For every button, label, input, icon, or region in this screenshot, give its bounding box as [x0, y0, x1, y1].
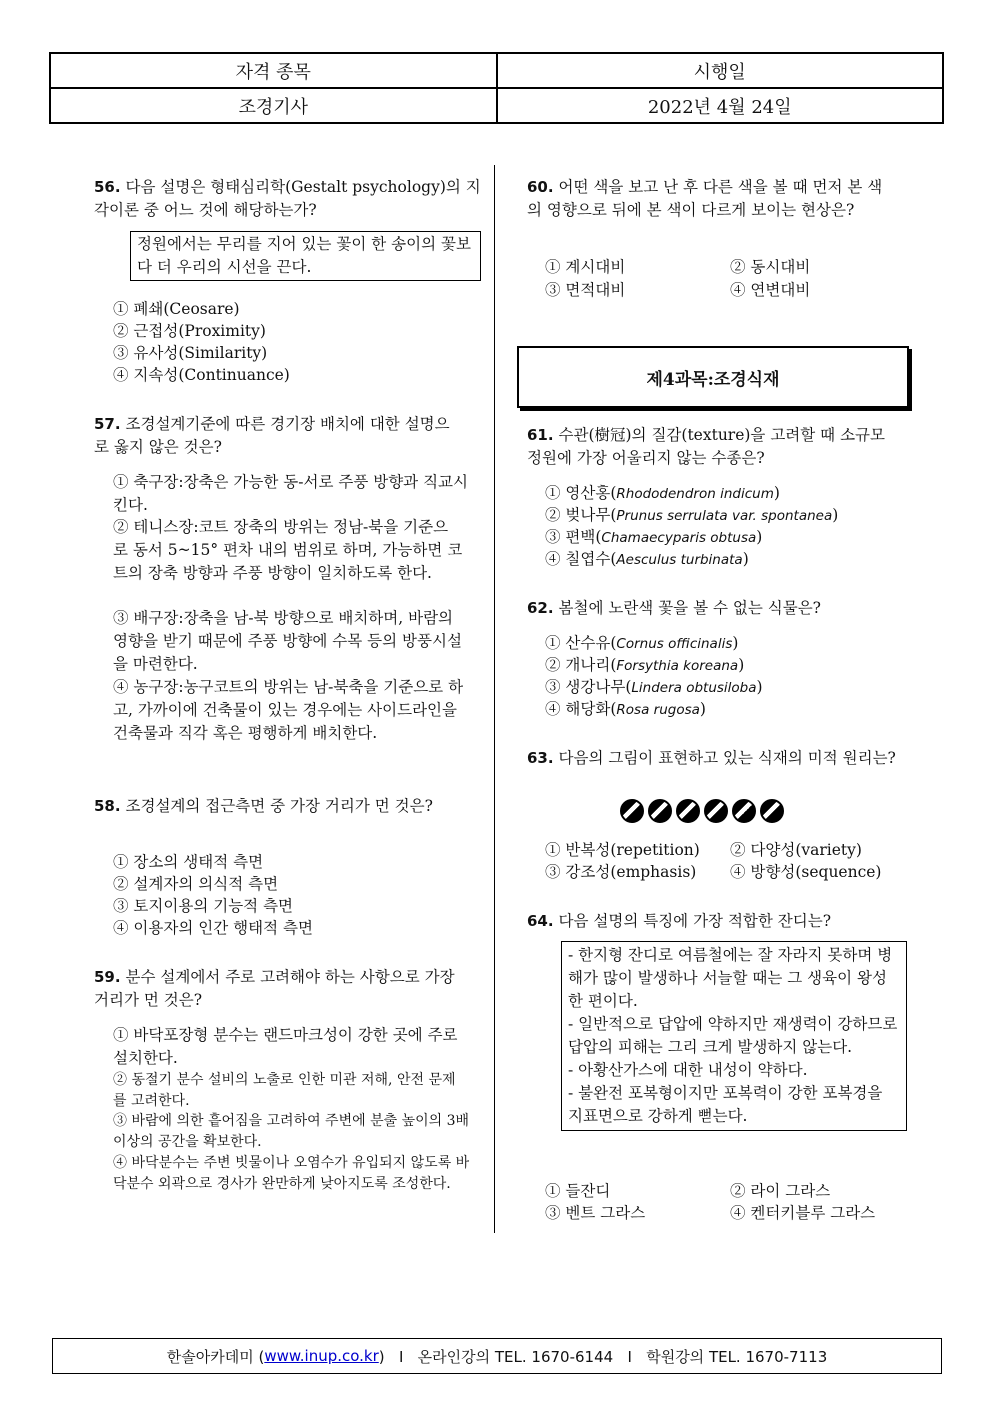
- q60-option-2[interactable]: ② 동시대비: [730, 258, 811, 276]
- q58-option-2[interactable]: ② 설계자의 의식적 측면: [113, 875, 279, 893]
- q57-option-3[interactable]: ③ 배구장:장축을 남-북 방향으로 배치하며, 바람의 영향을 받기 때문에 주풍 방향에 수목 등의 방풍시설을 마련한다.: [113, 609, 462, 673]
- example-text: 정원에서는 무리를 지어 있는 꽃이 한 송이의 꽃보다 더 우리의 시선을 끈다.: [137, 235, 471, 276]
- question-text: 조경설계의 접근측면 중 가장 거리가 먼 것은?: [125, 797, 433, 815]
- example-line: - 한지형 잔디로 여름철에는 잘 자라지 못하며 병해가 많이 발생하나 서늘할 때는 그 생육이 왕성한 편이다.: [568, 946, 893, 1010]
- q62-option-1[interactable]: [545, 632, 738, 655]
- q59-option-2[interactable]: ② 동절기 분수 설비의 노출로 인한 미관 저해, 안전 문제를 고려한다.: [113, 1072, 456, 1109]
- q60-option-4[interactable]: ④ 연변대비: [730, 281, 811, 299]
- question-text: 어떤 색을 보고 난 후 다른 색을 볼 때 먼저 본 색의 영향으로 뒤에 본 색이 다르게 보이는 현상은?: [527, 178, 883, 219]
- footer: [52, 1338, 942, 1374]
- question-57: [94, 413, 454, 459]
- q56-example-box: [130, 231, 481, 281]
- header-table: [49, 52, 944, 124]
- question-number: 64.: [527, 912, 554, 930]
- q64-option-3[interactable]: ③ 벤트 그라스: [545, 1204, 646, 1222]
- option-kr: ③ 편백(: [545, 528, 602, 546]
- q62-option-3[interactable]: [545, 676, 763, 699]
- header-value-subject: 조경기사: [50, 88, 497, 123]
- header-label-date: 시행일: [497, 53, 944, 88]
- q58-option-3[interactable]: ③ 토지이용의 기능적 측면: [113, 897, 294, 915]
- section-title-box: [517, 346, 909, 408]
- option-species: Rosa rugosa: [616, 702, 700, 718]
- example-line: - 아황산가스에 대한 내성이 약하다.: [568, 1061, 808, 1079]
- question-text: 분수 설계에서 주로 고려해야 하는 사항으로 가장 거리가 먼 것은?: [94, 968, 455, 1009]
- q56-option-1[interactable]: ① 폐쇄(Ceosare): [113, 300, 240, 318]
- question-text: 다음 설명은 형태심리학(Gestalt psychology)의 지각이론 중 어느 것에 해당하는가?: [94, 178, 481, 219]
- question-text: 다음의 그림이 표현하고 있는 식재의 미적 원리는?: [558, 749, 896, 767]
- q64-example-box: [561, 941, 907, 1131]
- option-kr: ④ 해당화(: [545, 700, 617, 718]
- question-62: [527, 597, 897, 620]
- example-line: - 일반적으로 답압에 약하지만 재생력이 강하므로 답압의 피해는 그리 크게 발생하지 않는다.: [568, 1015, 898, 1056]
- header-label-subject: 자격 종목: [50, 53, 497, 88]
- question-text: 조경설계기준에 따른 경기장 배치에 대한 설명으로 옳지 않은 것은?: [94, 415, 450, 456]
- option-close: ): [773, 484, 780, 502]
- option-species: Prunus serrulata var. spontanea: [616, 508, 833, 524]
- question-number: 60.: [527, 178, 554, 196]
- q60-option-3[interactable]: ③ 면적대비: [545, 281, 626, 299]
- question-text: 수관(樹冠)의 질감(texture)을 고려할 때 소규모 정원에 가장 어울리지 않는 수종은?: [527, 426, 885, 467]
- question-text: 봄철에 노란색 꽃을 볼 수 없는 식물은?: [558, 599, 821, 617]
- question-number: 56.: [94, 178, 121, 196]
- option-kr: ④ 칠엽수(: [545, 550, 617, 568]
- footer-link[interactable]: www.inup.co.kr: [264, 1347, 379, 1365]
- q61-option-2[interactable]: [545, 504, 838, 527]
- option-species: Cornus officinalis: [616, 636, 733, 652]
- option-close: ): [742, 550, 749, 568]
- option-species: Forsythia koreana: [616, 658, 739, 674]
- option-close: ): [738, 656, 745, 674]
- q64-option-4[interactable]: ④ 켄터키블루 그라스: [730, 1204, 876, 1222]
- q56-option-4[interactable]: ④ 지속성(Continuance): [113, 366, 290, 384]
- q63-option-3[interactable]: ③ 강조성(emphasis): [545, 863, 697, 881]
- q58-option-1[interactable]: ① 장소의 생태적 측면: [113, 853, 264, 871]
- question-58: [94, 795, 439, 818]
- q59-option-3[interactable]: ③ 바람에 의한 흩어짐을 고려하여 주변에 분출 높이의 3배 이상의 공간을 확보한다.: [113, 1113, 470, 1150]
- option-close: ): [832, 506, 839, 524]
- q61-option-4[interactable]: [545, 548, 749, 571]
- question-64: [527, 910, 897, 933]
- question-59: [94, 966, 469, 1012]
- q56-option-3[interactable]: ③ 유사성(Similarity): [113, 344, 268, 362]
- option-kr: ① 산수유(: [545, 634, 617, 652]
- option-close: ): [732, 634, 739, 652]
- tree-ball-icon: [676, 799, 700, 823]
- header-value-date: 2022년 4월 24일: [497, 88, 944, 123]
- footer-prefix: 한솔아카데미 (: [166, 1347, 265, 1366]
- question-number: 59.: [94, 968, 121, 986]
- tree-ball-icon: [732, 799, 756, 823]
- q63-option-4[interactable]: ④ 방향성(sequence): [730, 863, 882, 881]
- question-56: [94, 176, 482, 222]
- q63-option-2[interactable]: ② 다양성(variety): [730, 841, 862, 859]
- option-kr: ② 벚나무(: [545, 506, 617, 524]
- example-line: - 불완전 포복형이지만 포복력이 강한 포복경을 지표면으로 강하게 뻗는다.: [568, 1084, 883, 1125]
- question-number: 62.: [527, 599, 554, 617]
- q61-option-1[interactable]: [545, 482, 780, 505]
- option-kr: ③ 생강나무(: [545, 678, 632, 696]
- option-kr: ① 영산홍(: [545, 484, 617, 502]
- option-close: ): [699, 700, 706, 718]
- section-title: 제4과목:조경식재: [646, 369, 780, 390]
- repetition-figure: [620, 799, 788, 827]
- option-species: Chamaecyparis obtusa: [601, 530, 757, 546]
- tree-ball-icon: [620, 799, 644, 823]
- option-kr: ② 개나리(: [545, 656, 617, 674]
- question-text: 다음 설명의 특징에 가장 적합한 잔디는?: [558, 912, 832, 930]
- option-species: Lindera obtusiloba: [631, 680, 757, 696]
- option-species: Aesculus turbinata: [616, 552, 743, 568]
- tree-ball-icon: [704, 799, 728, 823]
- question-number: 58.: [94, 797, 121, 815]
- tree-ball-icon: [760, 799, 784, 823]
- option-close: ): [756, 528, 763, 546]
- q58-option-4[interactable]: ④ 이용자의 인간 행태적 측면: [113, 919, 313, 937]
- q57-option-4[interactable]: ④ 농구장:농구코트의 방위는 남-북축을 기준으로 하고, 가까이에 건축물이 있는 경우에는 사이드라인을 건축물과 직각 혹은 평행하게 배치한다.: [113, 678, 464, 742]
- q59-option-1[interactable]: ① 바닥포장형 분수는 랜드마크성이 강한 곳에 주로 설치한다.: [113, 1026, 458, 1067]
- question-number: 63.: [527, 749, 554, 767]
- q64-option-2[interactable]: ② 라이 그라스: [730, 1182, 831, 1200]
- column-divider: [494, 165, 495, 1233]
- q63-option-1[interactable]: ① 반복성(repetition): [545, 841, 700, 859]
- q57-option-2[interactable]: ② 테니스장:코트 장축의 방위는 정남-북을 기준으로 동서 5~15° 편차 내의 범위로 하며, 가능하면 코트의 장축 방향과 주풍 방향이 일치하도록 한다.: [113, 518, 463, 582]
- question-61: [527, 424, 897, 470]
- q59-option-4[interactable]: ④ 바닥분수는 주변 빗물이나 오염수가 유입되지 않도록 바닥분수 외곽으로 경사가 완만하게 낮아지도록 조성한다.: [113, 1155, 470, 1192]
- q64-option-1[interactable]: ① 들잔디: [545, 1182, 611, 1200]
- q62-option-2[interactable]: [545, 654, 744, 677]
- question-60: [527, 176, 897, 222]
- footer-contact: ) I 온라인강의 TEL. 1670-6144 I 학원강의 TEL. 1670-7113: [378, 1347, 828, 1366]
- question-number: 61.: [527, 426, 554, 444]
- q60-option-1[interactable]: ① 계시대비: [545, 258, 626, 276]
- q61-option-3[interactable]: [545, 526, 762, 549]
- q57-option-1[interactable]: ① 축구장:장축은 가능한 동-서로 주풍 방향과 직교시킨다.: [113, 473, 468, 514]
- q62-option-4[interactable]: [545, 698, 706, 721]
- q56-option-2[interactable]: ② 근접성(Proximity): [113, 322, 266, 340]
- question-63: [527, 747, 897, 770]
- question-number: 57.: [94, 415, 121, 433]
- option-close: ): [756, 678, 763, 696]
- option-species: Rhododendron indicum: [616, 486, 774, 502]
- tree-ball-icon: [648, 799, 672, 823]
